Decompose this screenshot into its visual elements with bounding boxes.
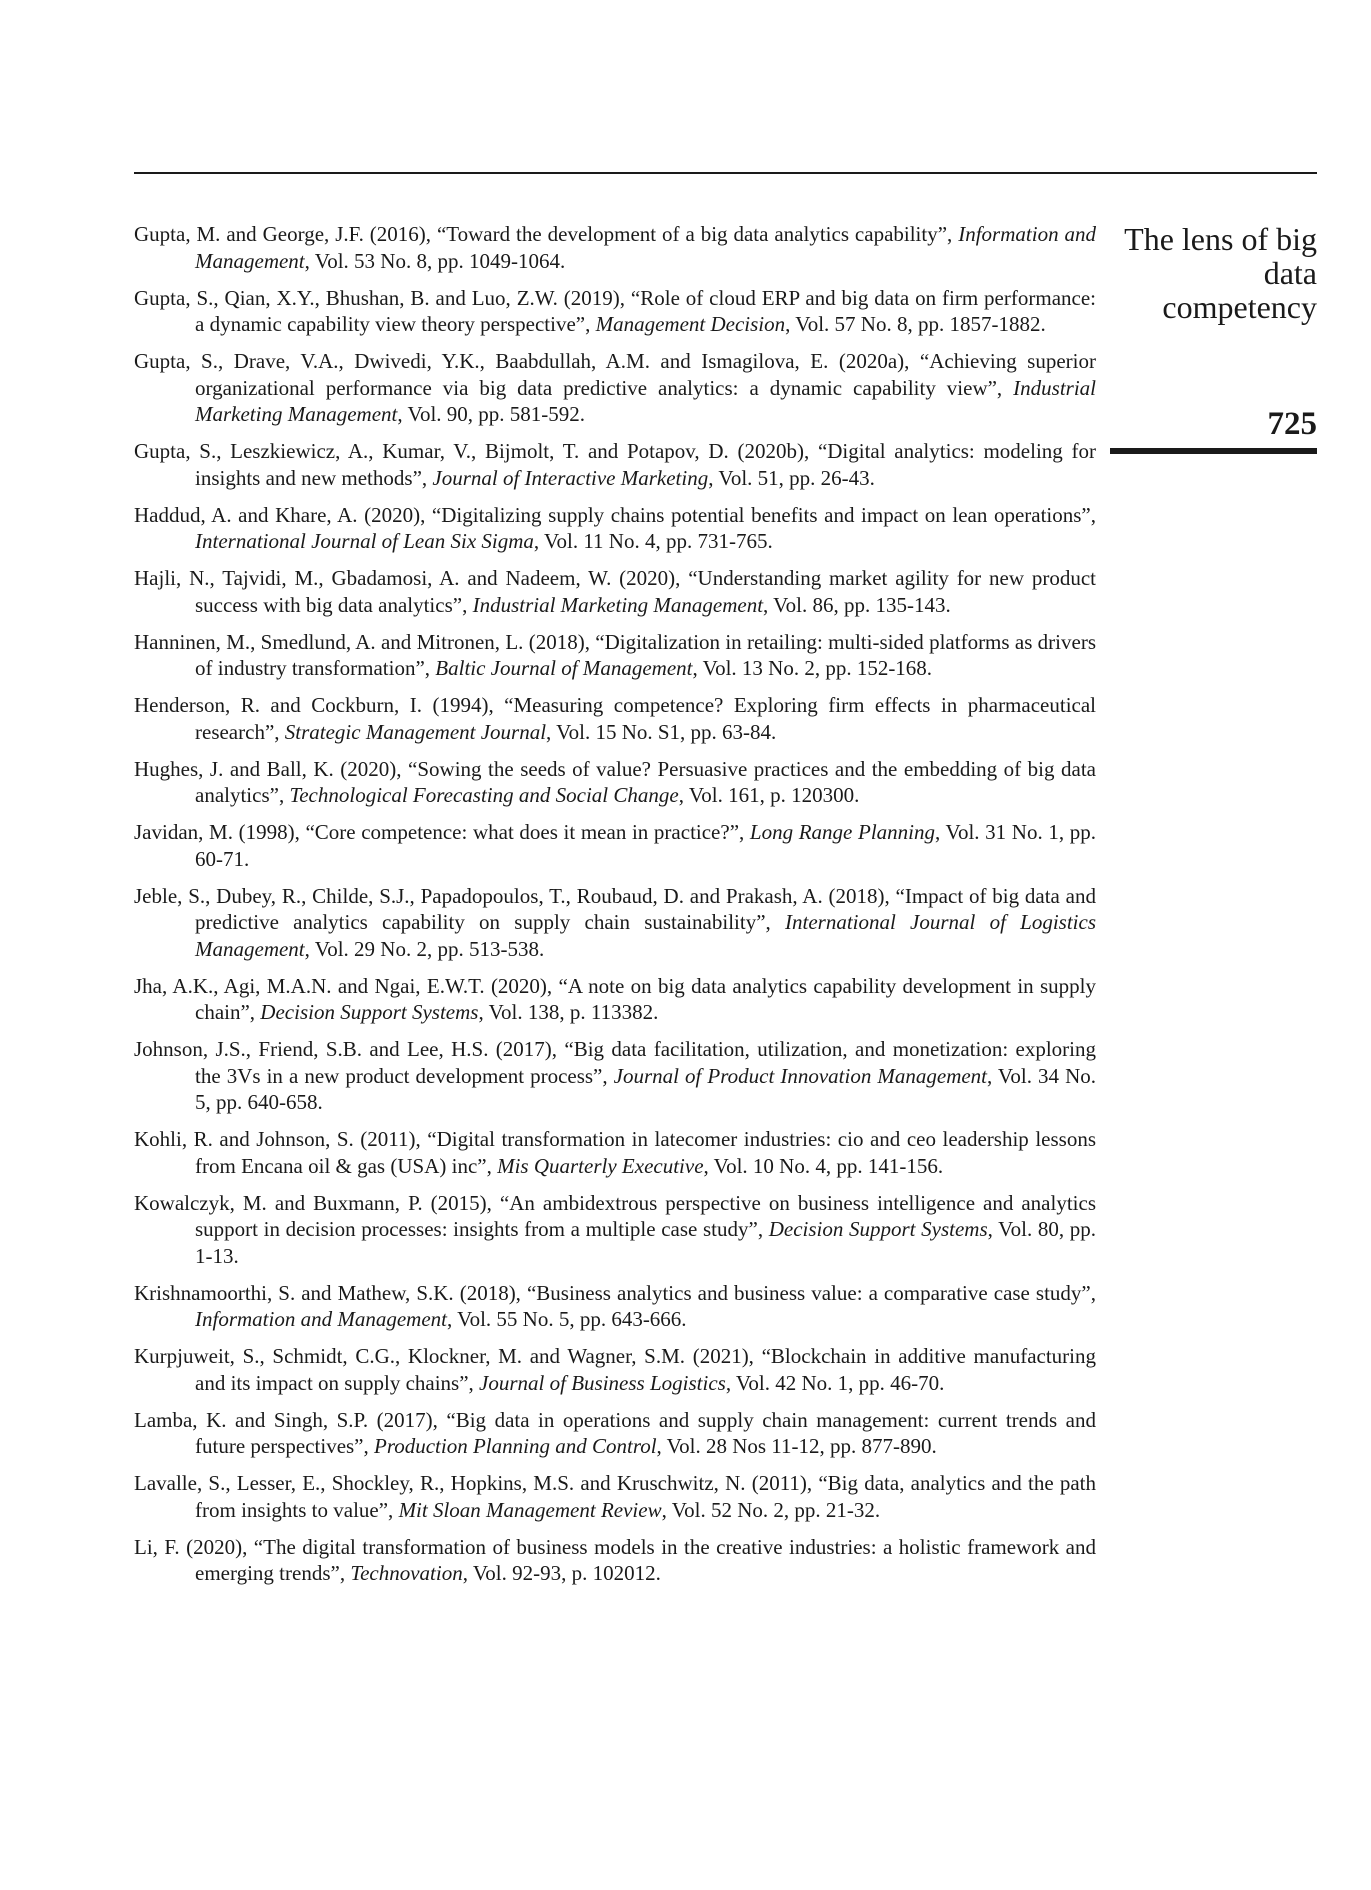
reference-entry (134, 692, 1096, 745)
reference-details: , Vol. 161, p. 120300. (678, 783, 860, 807)
reference-details: , Vol. 51, pp. 26-43. (708, 465, 875, 490)
reference-details: , Vol. 53 No. 8, pp. 1049-1064. (304, 248, 566, 273)
reference-details: , Vol. 80, pp. 1-13. (195, 1217, 1096, 1268)
reference-details: , Vol. 92-93, p. 102012. (462, 1561, 661, 1585)
reference-text: Jeble, S., Dubey, R., Childe, S.J., Papadopoulos, T., Roubaud, D. and Prakash, A. (2018), “Impact of big data and predictive analytics capability on supply chain sustainability”, (134, 883, 1096, 934)
reference-text: Lamba, K. and Singh, S.P. (2017), “Big data in operations and supply chain management: current trends and future perspectives”, (134, 1407, 1096, 1458)
reference-details: , Vol. 11 No. 4, pp. 731-765. (533, 529, 773, 553)
reference-details: , Vol. 29 No. 2, pp. 513-538. (304, 936, 545, 961)
journal-title: Journal of Product Innovation Management (613, 1063, 988, 1088)
reference-entry (134, 1190, 1096, 1270)
running-header (1110, 221, 1317, 442)
journal-title: Mis Quarterly Executive (497, 1153, 704, 1178)
header-rule (134, 172, 1317, 174)
page-number-rule (1110, 448, 1317, 454)
journal-title: Information and Management (195, 1307, 447, 1331)
reference-text: Gupta, S., Qian, X.Y., Bhushan, B. and Luo, Z.W. (2019), “Role of cloud ERP and big data on firm performance: a dynamic capability view theory perspective”, (134, 285, 1096, 336)
reference-entry (134, 1407, 1096, 1460)
reference-text: Lavalle, S., Lesser, E., Shockley, R., Hopkins, M.S. and Kruschwitz, N. (2011), “Big data, analytics and the path from insights to value”, (134, 1471, 1096, 1522)
journal-title: Long Range Planning (749, 820, 935, 844)
reference-details: , Vol. 13 No. 2, pp. 152-168. (692, 656, 933, 680)
reference-text: Krishnamoorthi, S. and Mathew, S.K. (2018), “Business analytics and business value: a comparative case study”, (134, 1280, 1096, 1305)
journal-title: Information and Management (195, 222, 1096, 273)
reference-text: Gupta, S., Drave, V.A., Dwivedi, Y.K., Baabdullah, A.M. and Ismagilova, E. (2020a), “Achieving superior organizational performance via big data predictive analytics: a dynamic capability view”, (134, 349, 1096, 400)
reference-entry (134, 348, 1096, 428)
reference-details: , Vol. 10 No. 4, pp. 141-156. (703, 1153, 944, 1178)
reference-entry (134, 502, 1096, 555)
reference-entry (134, 438, 1096, 491)
reference-entry (134, 883, 1096, 963)
journal-title: Decision Support Systems (260, 1000, 479, 1024)
reference-details: , Vol. 57 No. 8, pp. 1857-1882. (785, 312, 1046, 336)
reference-details: , Vol. 86, pp. 135-143. (763, 592, 951, 617)
reference-entry (134, 1470, 1096, 1523)
page-number: 725 (1267, 406, 1317, 442)
journal-title: Production Planning and Control (374, 1434, 657, 1458)
reference-entry (134, 1534, 1096, 1587)
reference-text: Gupta, M. and George, J.F. (2016), “Toward the development of a big data analytics capability”, (134, 222, 959, 246)
journal-title: Journal of Interactive Marketing (432, 465, 709, 490)
reference-text: Jha, A.K., Agi, M.A.N. and Ngai, E.W.T. (2020), “A note on big data analytics capability development in supply chain”, (134, 973, 1096, 1024)
reference-details: , Vol. 52 No. 2, pp. 21-32. (661, 1497, 881, 1522)
reference-entry (134, 756, 1096, 809)
reference-text: Li, F. (2020), “The digital transformation of business models in the creative industries: a holistic framework and emerging trends”, (134, 1534, 1096, 1585)
journal-title: International Journal of Logistics Management (195, 910, 1096, 961)
reference-text: Hanninen, M., Smedlund, A. and Mitronen, L. (2018), “Digitalization in retailing: multi-sided platforms as drivers of industry transformation”, (134, 629, 1096, 680)
reference-text: Haddud, A. and Khare, A. (2020), “Digitalizing supply chains potential benefits and impact on lean operations”, (134, 502, 1096, 527)
reference-list (134, 221, 1096, 1597)
reference-entry (134, 819, 1096, 872)
journal-title: Technovation (350, 1561, 463, 1585)
reference-text: Johnson, J.S., Friend, S.B. and Lee, H.S. (2017), “Big data facilitation, utilization, and monetization: exploring the 3Vs in a new product development process”, (134, 1037, 1096, 1088)
reference-entry (134, 1280, 1096, 1333)
journal-title: Decision Support Systems (768, 1217, 988, 1241)
reference-details: , Vol. 28 Nos 11-12, pp. 877-890. (656, 1434, 937, 1458)
reference-text: Kohli, R. and Johnson, S. (2011), “Digital transformation in latecomer industries: cio and ceo leadership lessons from Encana oil & gas (USA) inc”, (134, 1127, 1096, 1178)
journal-title: Industrial Marketing Management (195, 375, 1096, 426)
reference-details: , Vol. 138, p. 113382. (478, 1000, 659, 1024)
reference-text: Kurpjuweit, S., Schmidt, C.G., Klockner, M. and Wagner, S.M. (2021), “Blockchain in additive manufacturing and its impact on supply chains”, (134, 1344, 1096, 1395)
journal-title: International Journal of Lean Six Sigma (195, 529, 534, 553)
reference-text: Gupta, S., Leszkiewicz, A., Kumar, V., Bijmolt, T. and Potapov, D. (2020b), “Digital analytics: modeling for insights and new methods”, (134, 439, 1096, 490)
reference-entry (134, 973, 1096, 1026)
reference-entry (134, 1126, 1096, 1179)
reference-text: Henderson, R. and Cockburn, I. (1994), “Measuring competence? Exploring firm effects in pharmaceutical research”, (134, 693, 1096, 744)
reference-entry (134, 565, 1096, 618)
reference-details: , Vol. 42 No. 1, pp. 46-70. (725, 1370, 945, 1395)
reference-text: Javidan, M. (1998), “Core competence: what does it mean in practice?”, (134, 820, 750, 844)
reference-entry (134, 285, 1096, 338)
reference-text: Hughes, J. and Ball, K. (2020), “Sowing the seeds of value? Persuasive practices and the embedding of big data analytics”, (134, 756, 1096, 807)
reference-details: , Vol. 34 No. 5, pp. 640-658. (195, 1063, 1096, 1114)
reference-details: , Vol. 31 No. 1, pp. 60-71. (195, 820, 1096, 871)
journal-title: Management Decision (595, 312, 786, 336)
reference-entry (134, 1036, 1096, 1116)
journal-title: Technological Forecasting and Social Change (289, 783, 679, 807)
journal-title: Baltic Journal of Management (435, 656, 693, 680)
running-title: The lens of big data competency (1124, 221, 1317, 325)
reference-text: Kowalczyk, M. and Buxmann, P. (2015), “An ambidextrous perspective on business intelligence and analytics support in decision processes: insights from a multiple case study”, (134, 1190, 1096, 1241)
reference-details: , Vol. 15 No. S1, pp. 63-84. (546, 719, 777, 744)
reference-details: , Vol. 55 No. 5, pp. 643-666. (446, 1307, 687, 1331)
reference-details: , Vol. 90, pp. 581-592. (397, 402, 586, 426)
reference-entry (134, 629, 1096, 682)
reference-entry (134, 221, 1096, 274)
reference-entry (134, 1343, 1096, 1396)
journal-title: Industrial Marketing Management (472, 592, 764, 617)
journal-title: Mit Sloan Management Review (398, 1497, 662, 1522)
reference-text: Hajli, N., Tajvidi, M., Gbadamosi, A. and Nadeem, W. (2020), “Understanding market agility for new product success with big data analytics”, (134, 566, 1096, 617)
journal-title: Strategic Management Journal (284, 719, 547, 744)
journal-title: Journal of Business Logistics (479, 1370, 726, 1395)
